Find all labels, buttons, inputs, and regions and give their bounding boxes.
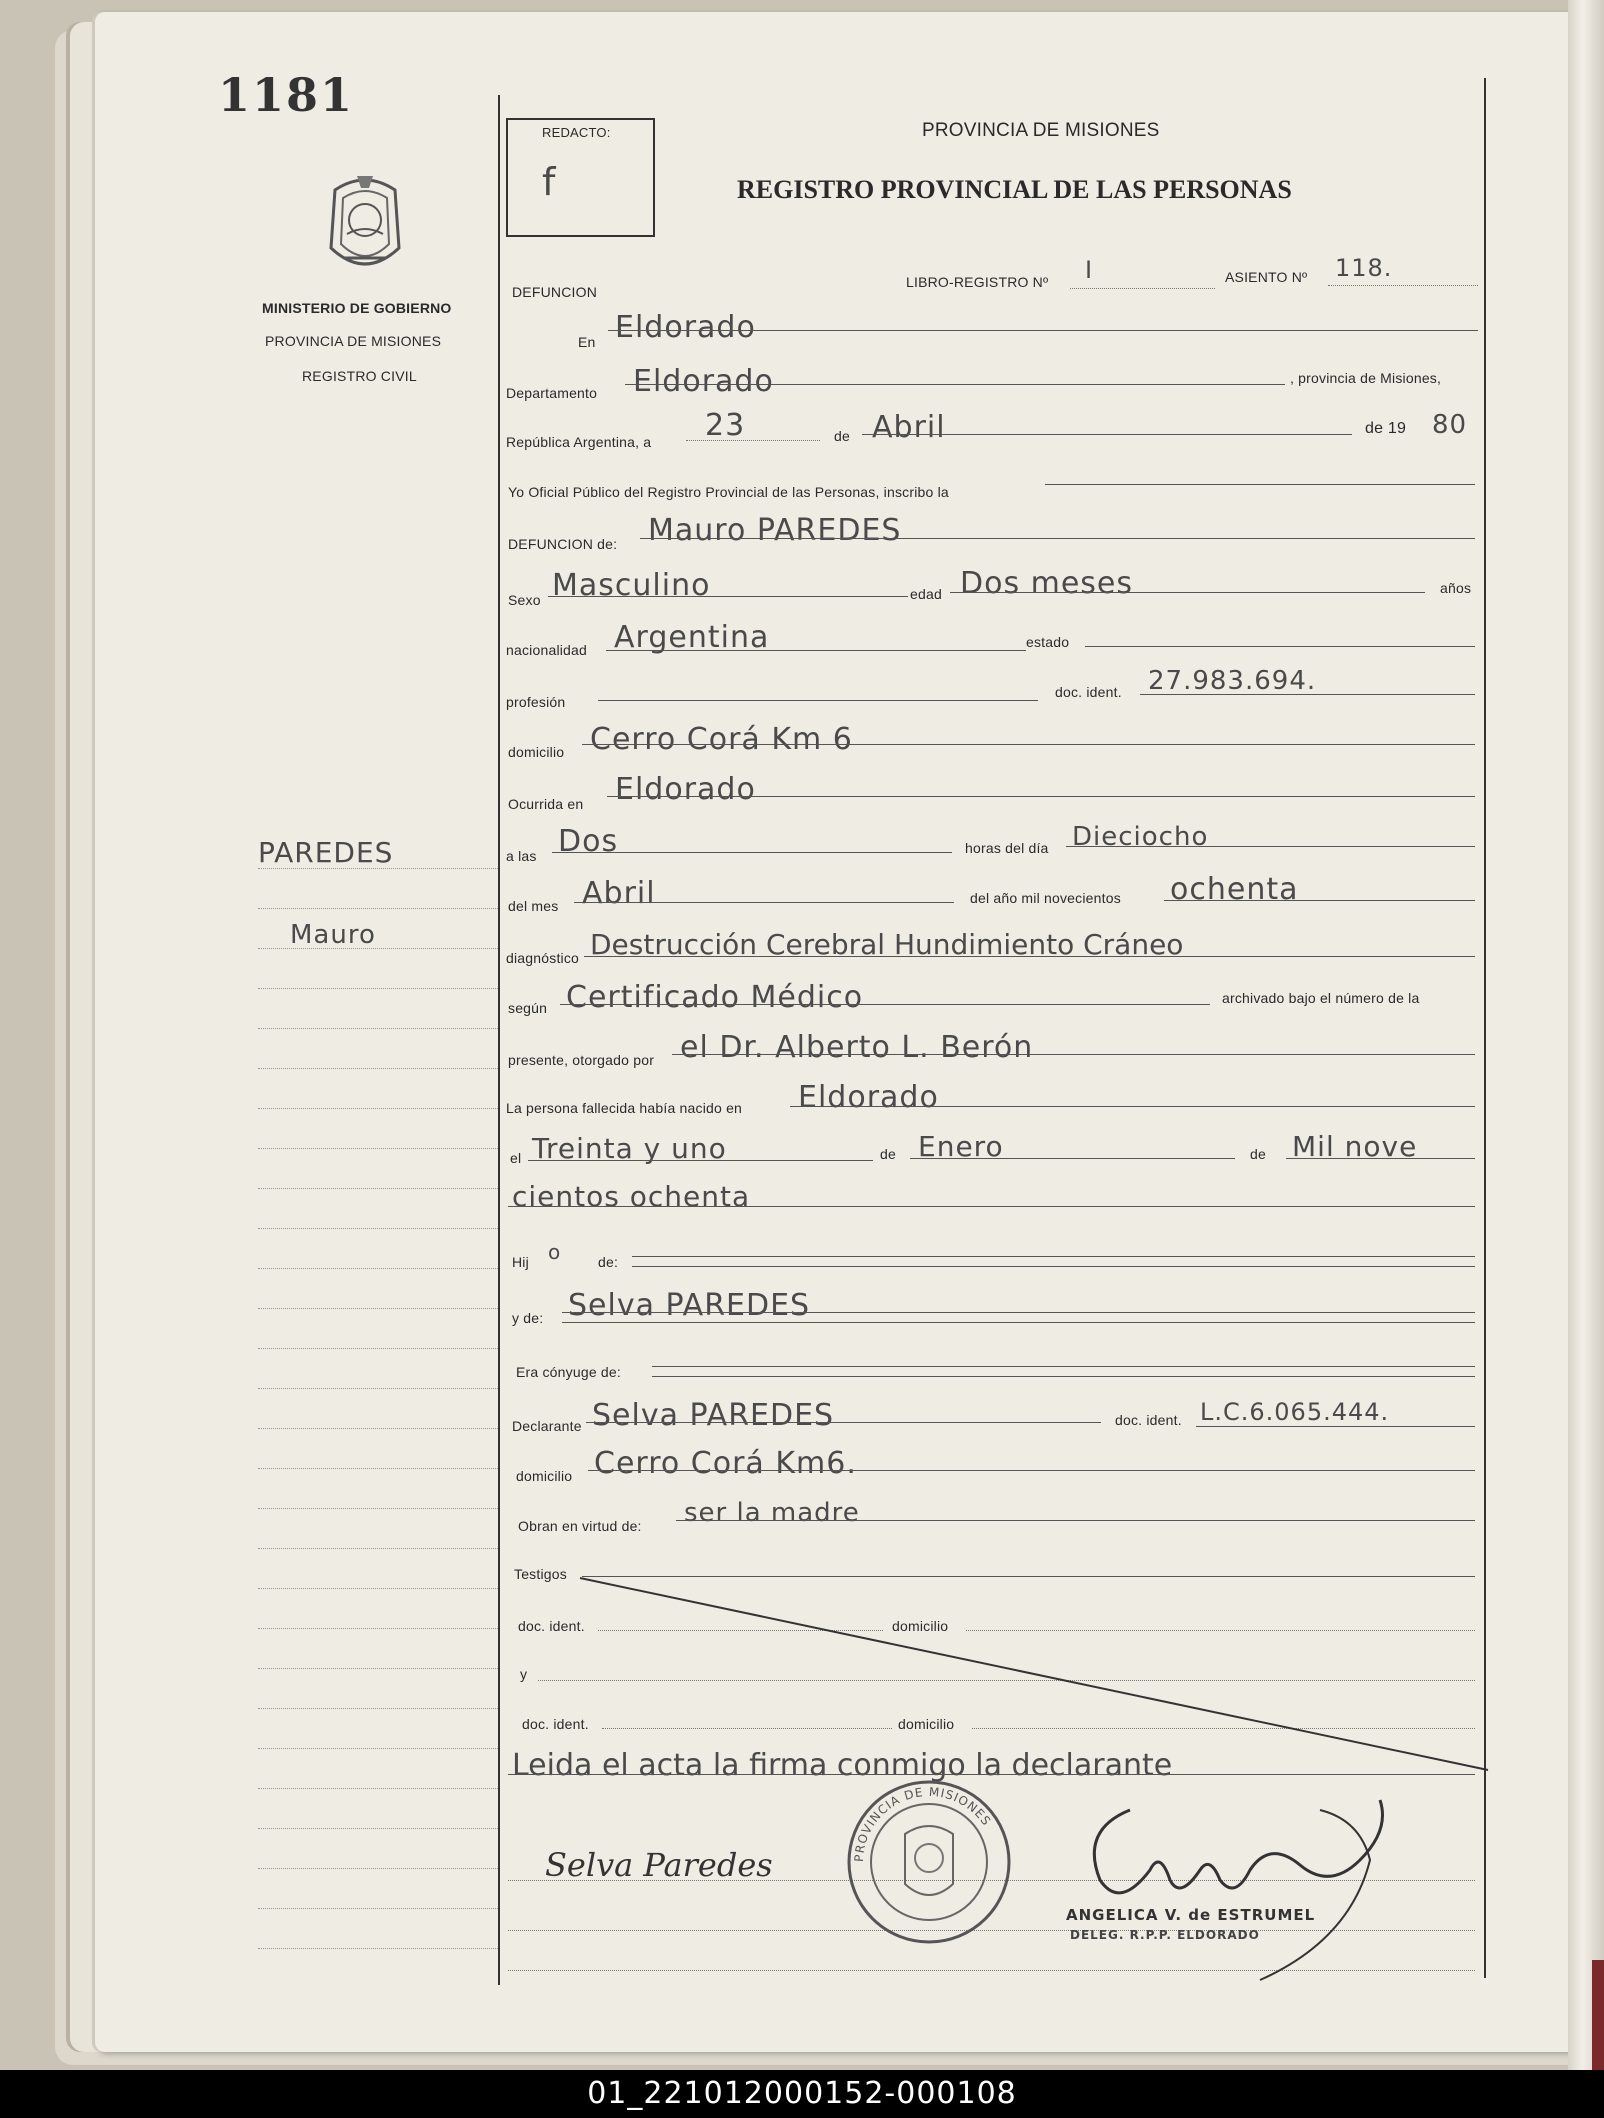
- ministry-label: MINISTERIO DE GOBIERNO: [262, 300, 452, 316]
- asiento-label: ASIENTO Nº: [1225, 269, 1308, 285]
- oficial-text: Yo Oficial Público del Registro Provincial de las Personas, inscribo la: [508, 484, 949, 500]
- stamp-number: 1181: [218, 68, 355, 122]
- a-las-label: a las: [506, 848, 537, 864]
- redacto-initial: f: [542, 160, 557, 204]
- presente-value: el Dr. Alberto L. Berón: [680, 1030, 1034, 1065]
- conyuge-label: Era cónyuge de:: [516, 1364, 621, 1380]
- nac-dia-value: Treinta y uno: [532, 1132, 727, 1165]
- diagnostico-value: Destrucción Cerebral Hundimiento Cráneo: [590, 928, 1184, 961]
- margin-surname: PAREDES: [258, 836, 394, 869]
- diagnostico-label: diagnóstico: [506, 950, 580, 966]
- edad-label: edad: [910, 586, 942, 602]
- official-stamp-name: ANGELICA V. de ESTRUMEL: [1066, 1906, 1316, 1924]
- nac-anio-value: Mil nove: [1292, 1130, 1418, 1163]
- death-de-label: de: [834, 428, 850, 444]
- death-year-value: 80: [1432, 410, 1468, 440]
- provincia-label: , provincia de Misiones,: [1290, 370, 1442, 386]
- obran-value: ser la madre: [684, 1498, 860, 1528]
- defuncion-label: DEFUNCION: [512, 284, 598, 300]
- t-doc-label: doc. ident.: [518, 1618, 585, 1634]
- anios-label: años: [1440, 580, 1472, 596]
- sexo-label: Sexo: [508, 592, 541, 608]
- doc-ident-label: doc. ident.: [1055, 684, 1122, 700]
- nac-anio-continuation: cientos ochenta: [512, 1180, 751, 1213]
- seal-text: PROVINCIA DE MISIONES: [851, 1784, 994, 1863]
- nac-de-label: de: [880, 1146, 896, 1162]
- estado-label: estado: [1026, 634, 1070, 650]
- libro-label: LIBRO-REGISTRO Nº: [906, 274, 1049, 290]
- defuncion-de-label: DEFUNCION de:: [508, 536, 618, 552]
- el-label: el: [510, 1150, 522, 1166]
- segun-value: Certificado Médico: [566, 980, 864, 1015]
- death-day-value: 23: [705, 408, 746, 443]
- departamento-label: Departamento: [506, 385, 598, 401]
- en-label: En: [578, 334, 596, 350]
- horas-dia-label: horas del día: [965, 840, 1049, 856]
- t2-domicilio-label: domicilio: [898, 1716, 955, 1732]
- registry-label: REGISTRO CIVIL: [302, 368, 417, 384]
- sexo-value: Masculino: [552, 568, 711, 603]
- hijo-label: Hij: [512, 1254, 529, 1270]
- hijo-suffix: o: [548, 1240, 562, 1264]
- declarante-doc-label: doc. ident.: [1115, 1412, 1182, 1428]
- segun-label: según: [508, 1000, 548, 1016]
- t-domicilio-label: domicilio: [892, 1618, 949, 1634]
- page-title: REGISTRO PROVINCIAL DE LAS PERSONAS: [737, 175, 1292, 204]
- hijo-de-label: de:: [598, 1254, 619, 1270]
- departamento-value: Eldorado: [633, 364, 774, 399]
- edad-value: Dos meses: [960, 566, 1134, 601]
- nac-mes-value: Enero: [918, 1130, 1004, 1163]
- nacido-value: Eldorado: [798, 1080, 939, 1115]
- y-label: y: [520, 1666, 528, 1682]
- testigos-label: Testigos: [514, 1566, 567, 1582]
- dia-texto-value: Dieciocho: [1072, 822, 1209, 852]
- ocurrida-value: Eldorado: [615, 772, 756, 807]
- t2-doc-label: doc. ident.: [522, 1716, 589, 1732]
- province-label: PROVINCIA DE MISIONES: [265, 333, 442, 349]
- death-year-label: de 19: [1365, 420, 1407, 437]
- nac-de2-label: de: [1250, 1146, 1266, 1162]
- madre-value: Selva PAREDES: [568, 1288, 811, 1323]
- official-stamp-title: DELEG. R.P.P. ELDORADO: [1070, 1928, 1260, 1942]
- republica-label: República Argentina, a: [506, 434, 652, 450]
- presente-label: presente, otorgado por: [508, 1052, 655, 1068]
- decl-domicilio-value: Cerro Corá Km6.: [594, 1446, 857, 1481]
- nacionalidad-value: Argentina: [614, 620, 770, 655]
- header-province: PROVINCIA DE MISIONES: [922, 120, 1160, 141]
- en-value: Eldorado: [615, 310, 756, 345]
- declarante-value: Selva PAREDES: [592, 1398, 835, 1433]
- y-de-label: y de:: [512, 1310, 544, 1326]
- death-month-value: Abril: [872, 410, 946, 445]
- anio-texto-value: ochenta: [1170, 872, 1299, 907]
- domicilio-label: domicilio: [508, 744, 565, 760]
- ocurrida-label: Ocurrida en: [508, 796, 584, 812]
- nacido-label: La persona fallecida había nacido en: [506, 1100, 743, 1116]
- declarante-label: Declarante: [512, 1418, 582, 1434]
- libro-value: I: [1085, 256, 1094, 284]
- del-mes-label: del mes: [508, 898, 559, 914]
- del-mes-value: Abril: [582, 876, 656, 911]
- domicilio-value: Cerro Corá Km 6: [590, 722, 853, 757]
- official-signature: [1060, 1770, 1420, 1990]
- asiento-value: 118.: [1335, 254, 1393, 282]
- horas-value: Dos: [558, 824, 619, 859]
- deceased-name-value: Mauro PAREDES: [648, 513, 902, 548]
- archivado-label: archivado bajo el número de la: [1222, 990, 1420, 1006]
- obran-label: Obran en virtud de:: [518, 1518, 642, 1534]
- redacto-label: REDACTO:: [542, 125, 611, 140]
- declarante-doc-value: L.C.6.065.444.: [1200, 1398, 1390, 1426]
- anio-mil-label: del año mil novecientos: [970, 890, 1121, 906]
- round-seal-icon: [845, 1778, 1013, 1946]
- footer-image-id: 01_221012000152-000108: [0, 2070, 1604, 2118]
- margin-given-name: Mauro: [290, 920, 376, 950]
- profesion-label: profesión: [506, 694, 566, 710]
- leida-text: Leida el acta la firma conmigo la declarante: [512, 1748, 1173, 1783]
- decl-domicilio-label: domicilio: [516, 1468, 573, 1484]
- doc-ident-value: 27.983.694.: [1148, 666, 1317, 696]
- declarant-signature: Selva Paredes: [545, 1846, 773, 1884]
- nacionalidad-label: nacionalidad: [506, 642, 588, 658]
